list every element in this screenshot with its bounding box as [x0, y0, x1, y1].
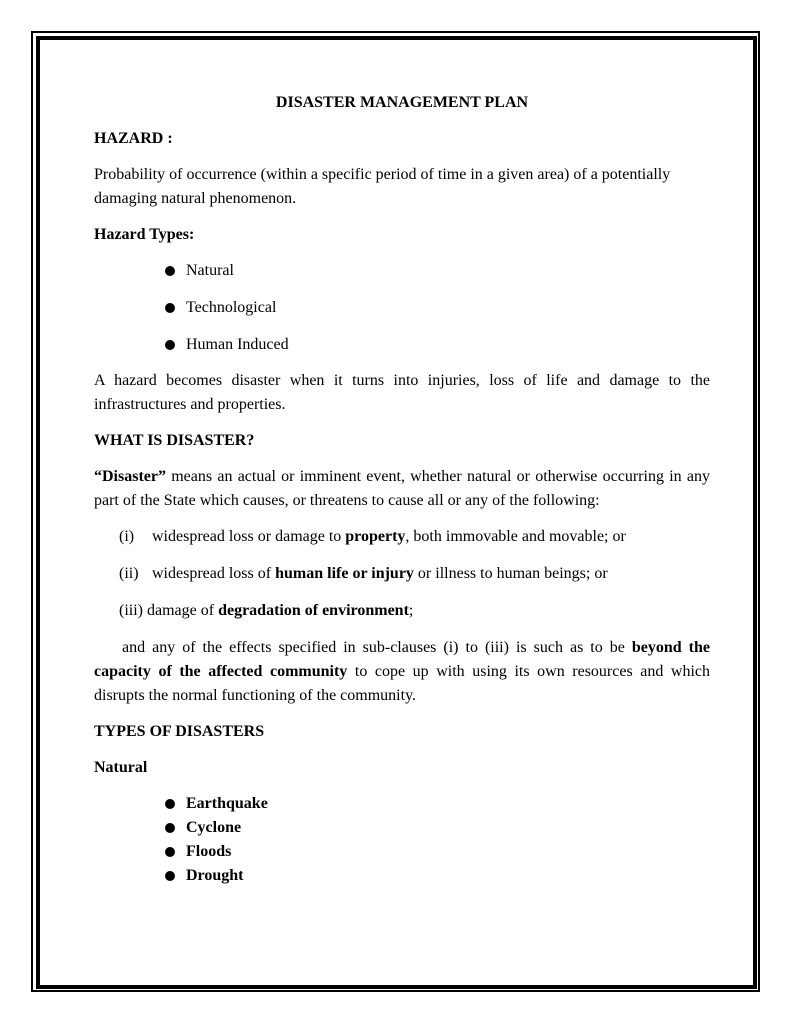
clause-text-end: or illness to human beings; or	[413, 565, 608, 582]
clause-item	[94, 525, 710, 549]
closing-text-end: to cope up with using its own resources and which disrupts the normal functioning of the community.	[94, 663, 711, 704]
clause-number: (i)	[119, 528, 135, 545]
clause-text: damage of	[147, 602, 219, 619]
document-title: DISASTER MANAGEMENT PLAN	[275, 94, 529, 111]
list-item	[94, 296, 710, 320]
natural-disasters-list	[94, 792, 710, 888]
bullet-icon	[165, 266, 175, 276]
bullet-icon	[165, 823, 175, 833]
list-item-label: Technological	[186, 299, 277, 316]
clause-text: widespread loss or damage to	[152, 528, 346, 545]
disaster-closing	[94, 636, 710, 708]
list-item	[94, 333, 710, 357]
hazard-heading: HAZARD :	[94, 130, 173, 147]
list-item	[94, 864, 710, 888]
bullet-icon	[165, 847, 175, 857]
clause-text: widespread loss of	[152, 565, 276, 582]
list-item-label: Human Induced	[186, 336, 289, 353]
clause-emphasis: degradation of environment	[218, 602, 409, 619]
closing-text: and any of the effects specified in sub-clauses (i) to (iii) is such as to be	[122, 639, 632, 656]
disaster-heading: WHAT IS DISASTER?	[94, 432, 255, 449]
clause-emphasis: human life or injury	[275, 565, 414, 582]
list-item-label: Floods	[186, 843, 232, 860]
list-item	[94, 840, 710, 864]
list-item-label: Cyclone	[186, 819, 242, 836]
hazard-note: A hazard becomes disaster when it turns into injuries, loss of life and damage to the infrastructures and properties.	[94, 372, 710, 413]
clause-item	[94, 562, 710, 586]
clause-number: (ii)	[119, 565, 139, 582]
bullet-icon	[165, 799, 175, 809]
hazard-definition: Probability of occurrence (within a specific period of time in a given area) of a potentially damaging natural phenomenon.	[94, 166, 671, 207]
clause-emphasis: property	[345, 528, 406, 545]
disaster-definition	[94, 465, 710, 513]
types-of-disasters-heading: TYPES OF DISASTERS	[94, 723, 265, 740]
bullet-icon	[165, 303, 175, 313]
bullet-icon	[165, 340, 175, 350]
document-body	[94, 91, 710, 900]
closing-emphasis: beyond the capacity of the affected community	[94, 639, 711, 680]
clause-number: (iii)	[119, 602, 143, 619]
disaster-definition-text: means an actual or imminent event, whether natural or otherwise occurring in any part of the State which causes, or threatens to cause all or any of the following:	[94, 468, 710, 509]
list-item-label: Drought	[186, 867, 244, 884]
disaster-term: “Disaster”	[94, 468, 166, 485]
list-item	[94, 816, 710, 840]
list-item-label: Earthquake	[186, 795, 268, 812]
hazard-types-list	[94, 259, 710, 357]
hazard-types-heading: Hazard Types:	[94, 226, 195, 243]
clause-text-end: , both immovable and movable; or	[405, 528, 626, 545]
clause-text-end: ;	[408, 602, 414, 619]
list-item	[94, 792, 710, 816]
list-item	[94, 259, 710, 283]
clause-item	[94, 599, 710, 623]
bullet-icon	[165, 871, 175, 881]
list-item-label: Natural	[186, 262, 234, 279]
natural-heading: Natural	[94, 759, 148, 776]
